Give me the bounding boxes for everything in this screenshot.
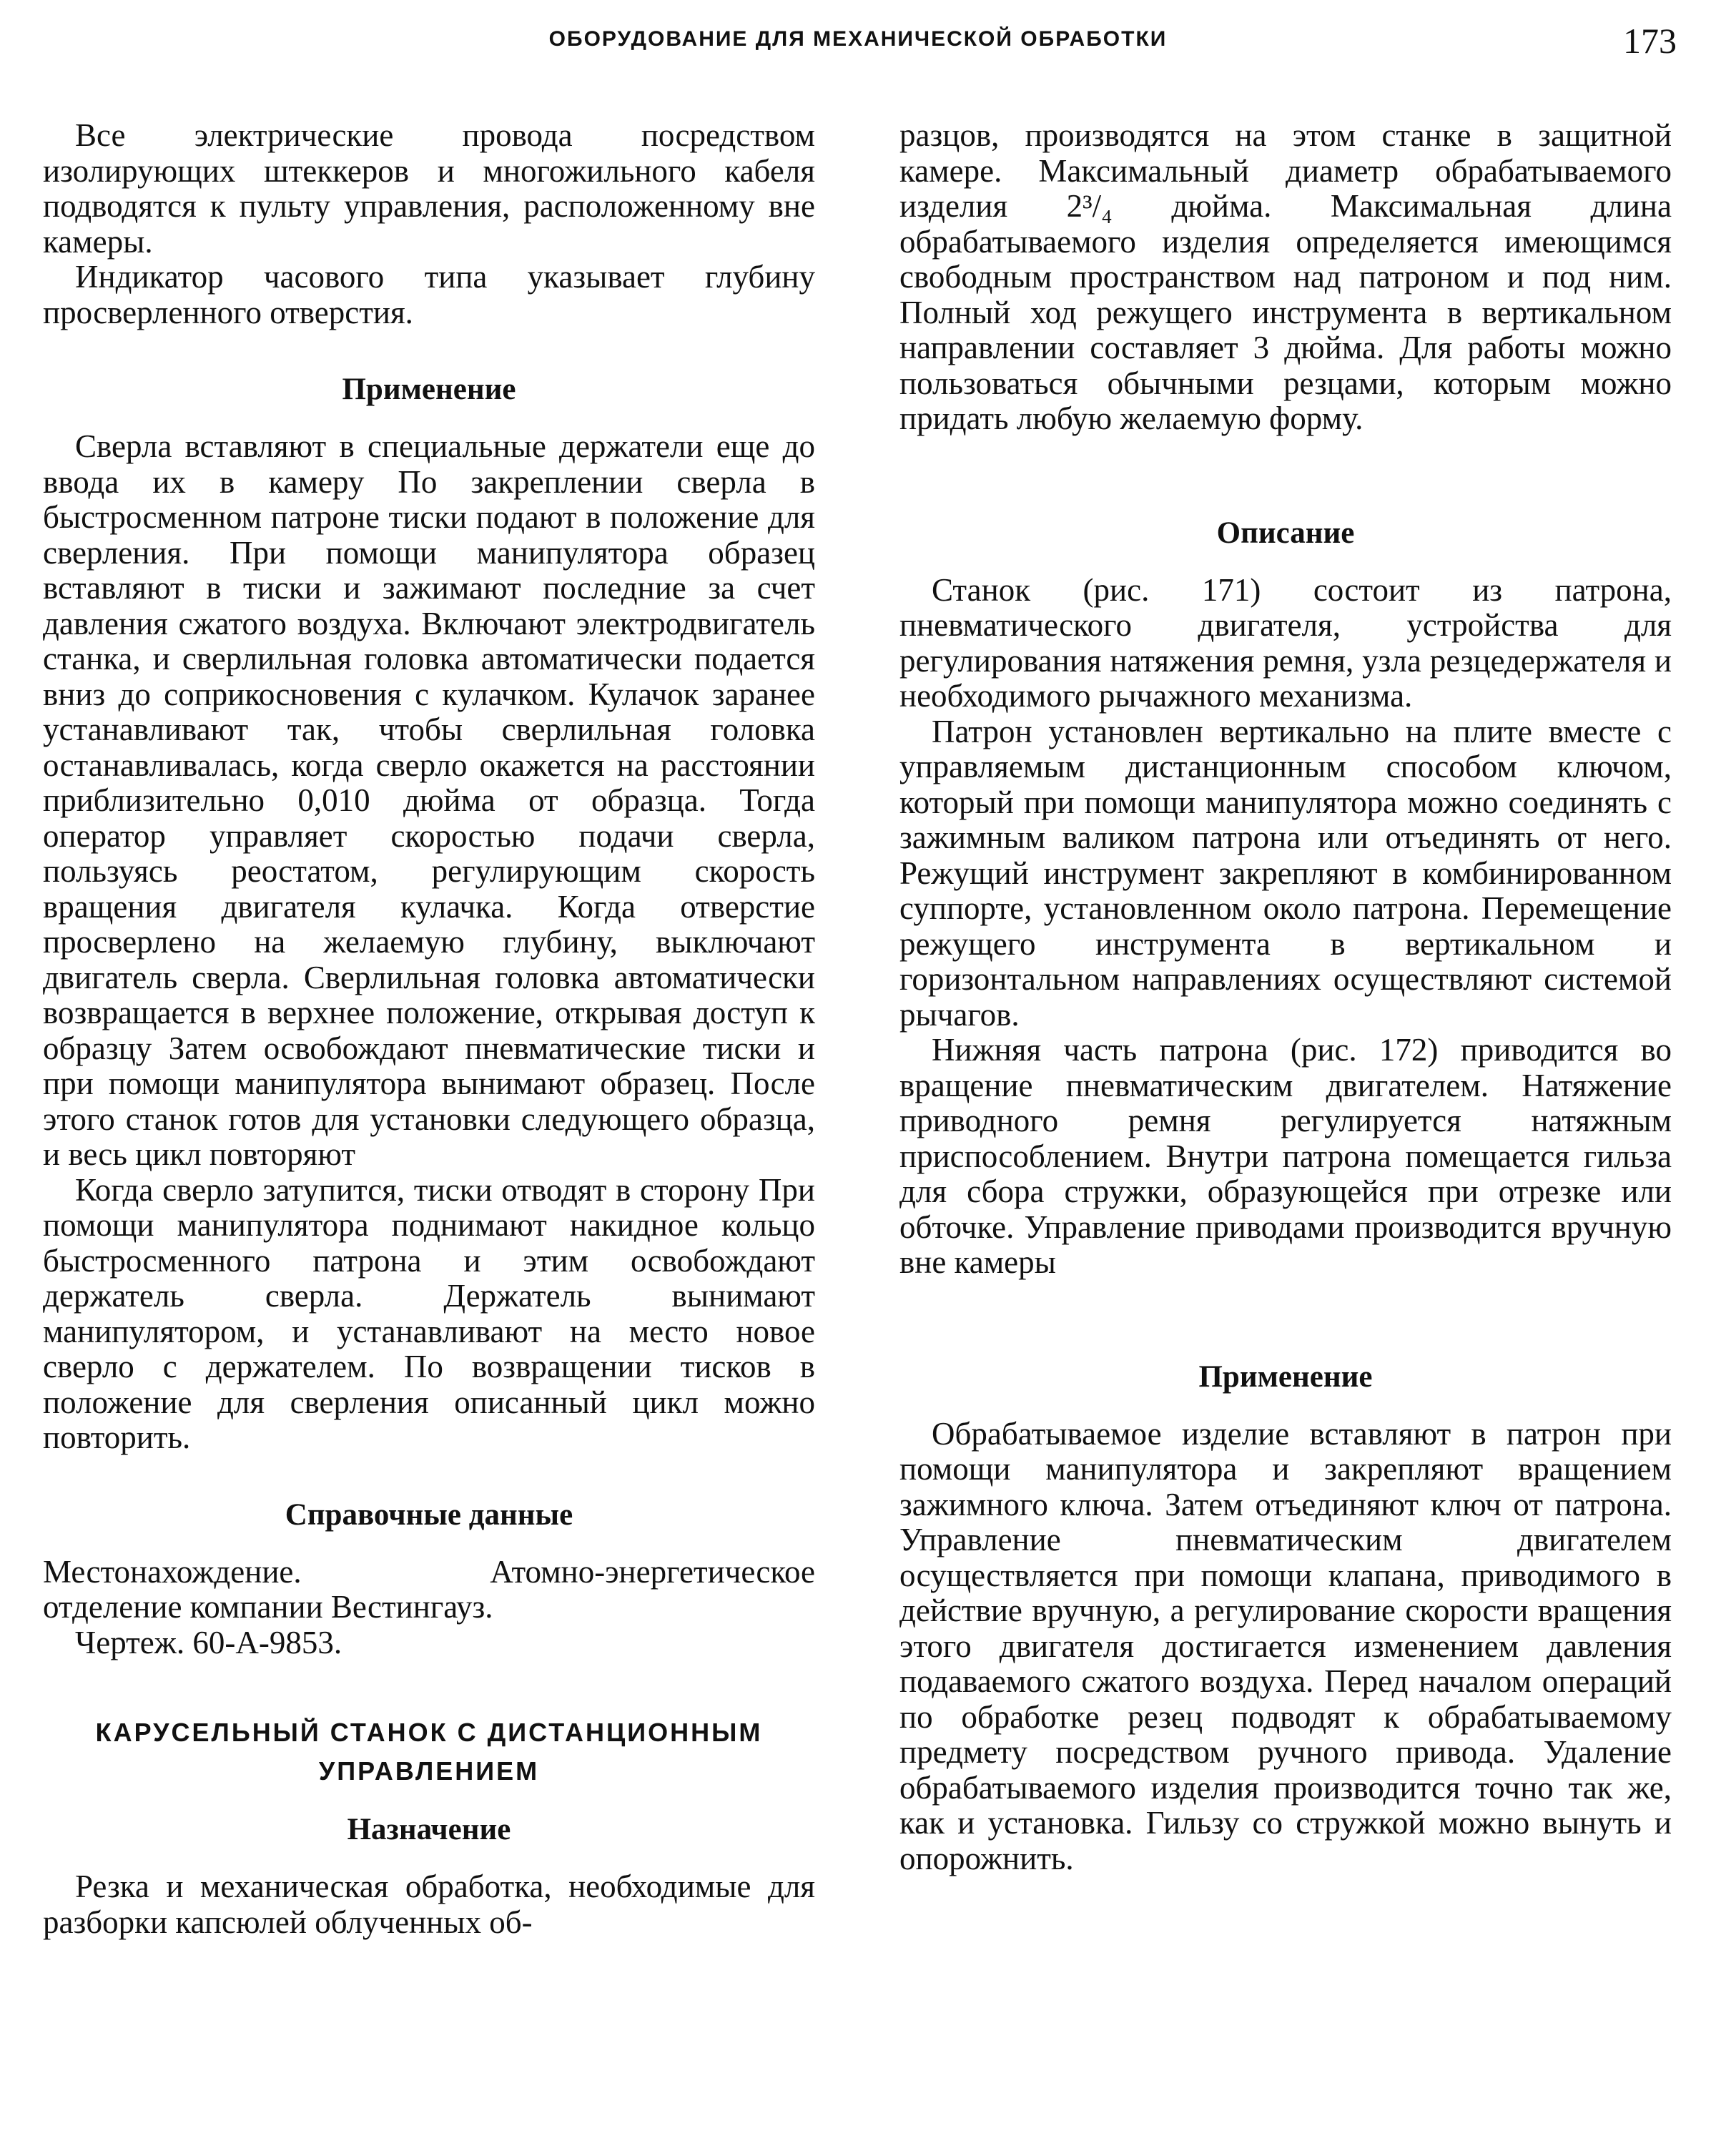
location-value-cont: отделение компании Вестингауз.	[43, 1589, 493, 1625]
description-heading: Описание	[1216, 516, 1355, 550]
application-heading-left: Применение	[342, 373, 516, 406]
application-paragraph-right: Обрабатываемое изделие вставляют в патрон при помощи манипулятора и закрепляют вращением зажимного ключа. Затем отъединяют ключ от патрона. Управление пневматическим двигателем осуществляется при помощи клапана, приводимого в действие вручную, а регулирование скорости вращения этого двигателя достигается изменением давления подаваемого сжатого воздуха. Перед началом операций по обработке резец подводят к обрабатываемому предмету посредством ручного привода. Удаление обрабатываемого изделия производится точно так же, как и установка. Гильзу со стружкой можно вынуть и опорожнить.	[899, 1415, 1672, 1876]
location-value: Атомно-энергетическое	[490, 1553, 815, 1590]
location-label: Местонахождение.	[43, 1553, 302, 1590]
left-column	[43, 118, 815, 1940]
section-title-line-1: КАРУСЕЛЬНЫЙ СТАНОК С ДИСТАНЦИОННЫМ	[95, 1718, 763, 1747]
application-paragraph-1: Сверла вставляют в специальные держатели еще до ввода их в камеру По закреплении сверла в быстросменном патроне тиски подают в положение для сверления. При помощи манипулятора образец вставляют в тиски и зажимают последние за счет давления сжатого воздуха. Включают электродвигатель станка, и сверлильная головка автоматически подается вниз до соприкосновения с кулачком. Кулачок заранее устанавливают так, чтобы сверлильная головка останавливалась, когда сверло окажется на расстоянии приблизительно 0,010 дюйма от образца. Тогда оператор управляет скоростью подачи сверла, пользуясь реостатом, регулирующим скорость вращения двигателя кулачка. Когда отверстие просверлено на желаемую глубину, выключают двигатель сверла. Сверлильная головка автоматически возвращается в верхнее положение, открывая доступ к образцу Затем освобождают пневматические тиски и при помощи манипулятора вынимают образец. После этого станок готов для установки следующего образца, и весь цикл повторяют	[43, 428, 815, 1172]
intro-paragraph-1: Все электрические провода посредством изолирующих штеккеров и многожильного кабеля подводятся к пульту управления, расположенному вне камеры.	[43, 117, 815, 260]
intro-paragraph-2: Индикатор часового типа указывает глубину просверленного отверстия.	[43, 259, 815, 330]
description-paragraph-3: Нижняя часть патрона (рис. 172) приводится во вращение пневматическим двигателем. Натяжение приводного ремня регулируется натяжным приспособлением. Внутри патрона помещается гильза для сбора стружки, образующейся при отрезке или обточке. Управление приводами производится вручную вне камеры	[899, 1032, 1672, 1280]
description-paragraph-1: Станок (рис. 171) состоит из патрона, пневматического двигателя, устройства для регулирования натяжения ремня, узла резцедержателя и необходимого рычажного механизма.	[899, 571, 1672, 714]
purpose-paragraph-cont: разцов, производятся на этом станке в защитной камере. Максимальный диаметр обрабатываемого изделия 2³/₄ дюйма. Максимальная длина обрабатываемого изделия определяется имеющимся свободным пространством над патроном и под ним. Полный ход режущего инструмента в вертикальном направлении составляет 3 дюйма. Для работы можно пользоваться обычными резцами, которым можно придать любую желаемую форму.	[899, 117, 1672, 436]
application-heading-right: Применение	[1198, 1359, 1373, 1394]
purpose-paragraph: Резка и механическая обработка, необходимые для разборки капсюлей облученных об-	[43, 1869, 815, 1940]
location-line	[43, 1555, 815, 1590]
drawing-number: Чертеж. 60-А-9853.	[75, 1624, 342, 1660]
section-title-line-2: УПРАВЛЕНИЕМ	[318, 1756, 540, 1786]
purpose-heading: Назначение	[347, 1813, 511, 1846]
application-paragraph-2: Когда сверло затупится, тиски отводят в сторону При помощи манипулятора поднимают накидное кольцо быстросменного патрона и этим освобождают держатель сверла. Держатель вынимают манипулятором, и устанавливают на место новое сверло с держателем. По возвращении тисков в положение для сверления описанный цикл можно повторить.	[43, 1171, 815, 1455]
reference-heading: Справочные данные	[285, 1497, 573, 1532]
running-title: ОБОРУДОВАНИЕ ДЛЯ МЕХАНИЧЕСКОЙ ОБРАБОТКИ	[548, 27, 1168, 51]
description-paragraph-2: Патрон установлен вертикально на плите вместе с управляемым дистанционным способом ключом, который при помощи манипулятора можно соединять с зажимным валиком патрона или отъединять от него. Режущий инструмент закрепляют в комбинированном суппорте, установленном около патрона. Перемещение режущего инструмента в вертикальном и горизонтальном направлениях осуществляют системой рычагов.	[899, 713, 1672, 1033]
right-column	[899, 118, 1672, 1876]
page-number: 173	[1623, 21, 1677, 61]
